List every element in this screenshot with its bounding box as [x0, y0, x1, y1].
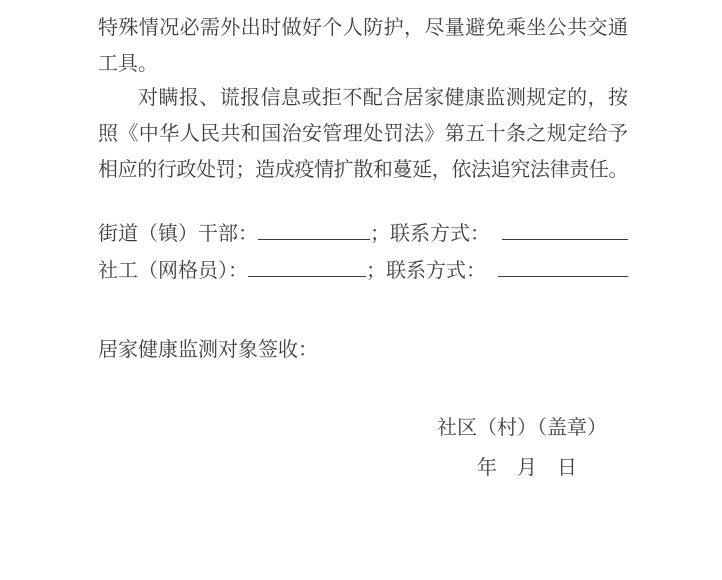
signature-row — [98, 332, 628, 368]
paragraph-penalty — [98, 80, 628, 188]
street-cadre-contact-blank — [502, 219, 628, 240]
street-cadre-contact-label: ；联系方式： — [370, 223, 490, 245]
paragraph-line: 特殊情况必需外出时做好个人防护，尽量避免乘坐公共交通 — [98, 17, 628, 39]
social-worker-name-blank — [248, 256, 366, 277]
social-worker-label: 社工（网格员）： — [98, 260, 248, 282]
social-worker-contact-blank — [498, 256, 628, 277]
paragraph-line: 对瞒报、谎报信息或拒不配合居家健康监测规定的，按 — [138, 87, 628, 109]
social-worker-contact-label: ；联系方式： — [366, 260, 486, 282]
paragraph-line: 照《中华人民共和国治安管理处罚法》第五十条之规定给予 — [98, 123, 628, 145]
street-cadre-name-blank — [258, 219, 370, 240]
street-cadre-label: 街道（镇）干部： — [98, 223, 258, 245]
date-line: 年 月 日 — [477, 457, 577, 479]
contact-form — [98, 216, 628, 290]
stamp-line: 社区（村）（盖章） — [437, 417, 607, 439]
street-cadre-row — [98, 216, 628, 253]
paragraph-line: 工具。 — [98, 53, 158, 75]
signature-label: 居家健康监测对象签收： — [98, 339, 318, 361]
social-worker-row — [98, 253, 628, 290]
paragraph-continuation — [98, 10, 628, 82]
paragraph-line: 相应的行政处罚；造成疫情扩散和蔓延，依法追究法律责任。 — [98, 159, 628, 181]
